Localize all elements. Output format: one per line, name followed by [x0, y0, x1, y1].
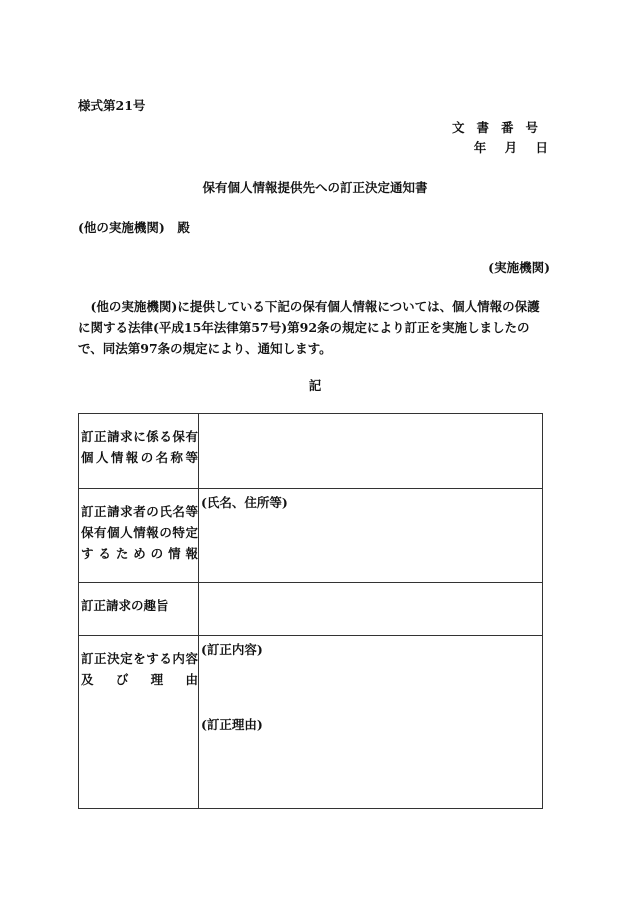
document-date: 年 月 日: [473, 140, 550, 155]
table-row: [79, 414, 543, 489]
table-row: [79, 583, 543, 636]
row-label-info-name: 訂正請求に係る保有個人情報の名称等: [79, 414, 199, 489]
correction-reason-label: (訂正理由): [201, 717, 263, 732]
row-label-requester: 訂正請求者の氏名等保有個人情報の特定するための情報: [79, 489, 199, 583]
ki-heading: 記: [308, 378, 322, 393]
table-row: [79, 489, 543, 583]
form-number: 様式第21号: [78, 98, 146, 113]
notice-body: (他の実施機関)に提供している下記の保有個人情報については、個人情報の保護に関する法律(平成15年法律第57号)第92条の規定により訂正を実施しましたので、同法第97条の規定により、通知します。: [78, 299, 540, 356]
table-row: [79, 636, 543, 809]
document-title: 保有個人情報提供先への訂正決定通知書: [202, 180, 428, 195]
row-label-decision: 訂正決定をする内容及び理由: [79, 636, 199, 809]
sender-agency: (実施機関): [488, 260, 550, 275]
row-value-purpose: [199, 583, 543, 636]
row-label-purpose: 訂正請求の趣旨: [79, 583, 199, 636]
record-table: [78, 413, 543, 809]
correction-content-label: (訂正内容): [201, 642, 263, 657]
row-value-requester: (氏名、住所等): [199, 489, 543, 583]
row-value-info-name: [199, 414, 543, 489]
addressee: (他の実施機関) 殿: [78, 220, 190, 235]
row-value-decision: [199, 636, 543, 809]
document-number: 文書番号: [451, 120, 550, 135]
